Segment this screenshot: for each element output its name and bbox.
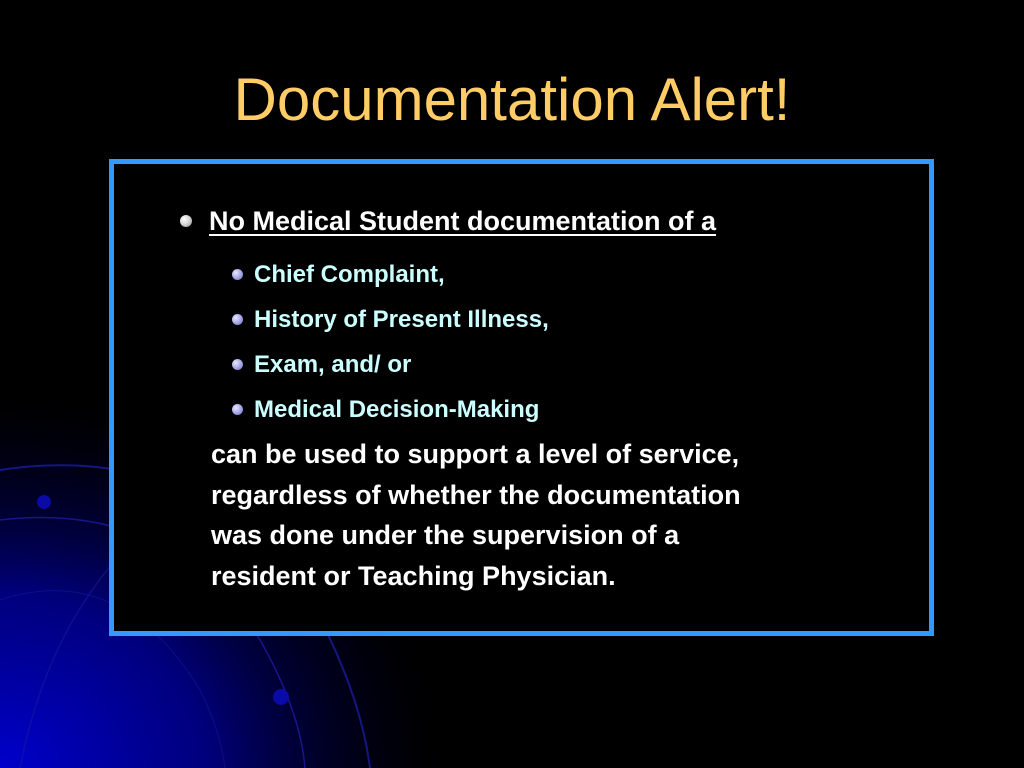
sub-bullet-item xyxy=(232,297,549,342)
sub-bullet-text: Exam, and/ or xyxy=(254,350,412,378)
paragraph-line: resident or Teaching Physician. xyxy=(211,560,616,591)
main-bullet xyxy=(180,204,716,238)
sub-bullet-dot-icon xyxy=(232,404,243,415)
sub-bullet-item xyxy=(232,387,549,432)
decor-dot-3 xyxy=(273,689,289,705)
sub-bullet-item xyxy=(232,252,549,297)
sub-bullet-dot-icon xyxy=(232,269,243,280)
sub-bullet-item xyxy=(232,342,549,387)
paragraph-line: can be used to support a level of service, xyxy=(211,439,740,469)
paragraph-line: regardless of whether the documentation xyxy=(211,479,741,510)
sub-bullet-dot-icon xyxy=(232,314,243,325)
body-paragraph xyxy=(211,434,901,596)
sub-bullet-text: Medical Decision-Making xyxy=(254,395,540,423)
main-bullet-text: No Medical Student documentation of a xyxy=(209,206,717,236)
sub-bullet-text: Chief Complaint, xyxy=(254,260,445,288)
sub-bullet-list xyxy=(232,252,549,432)
sub-bullet-dot-icon xyxy=(232,359,243,370)
decor-dot-2 xyxy=(37,495,51,509)
bullet-dot-icon xyxy=(180,215,192,227)
sub-bullet-text: History of Present Illness, xyxy=(254,305,549,333)
paragraph-line: was done under the supervision of a xyxy=(211,520,680,550)
content-box xyxy=(109,159,934,636)
slide-title: Documentation Alert! xyxy=(233,66,791,133)
